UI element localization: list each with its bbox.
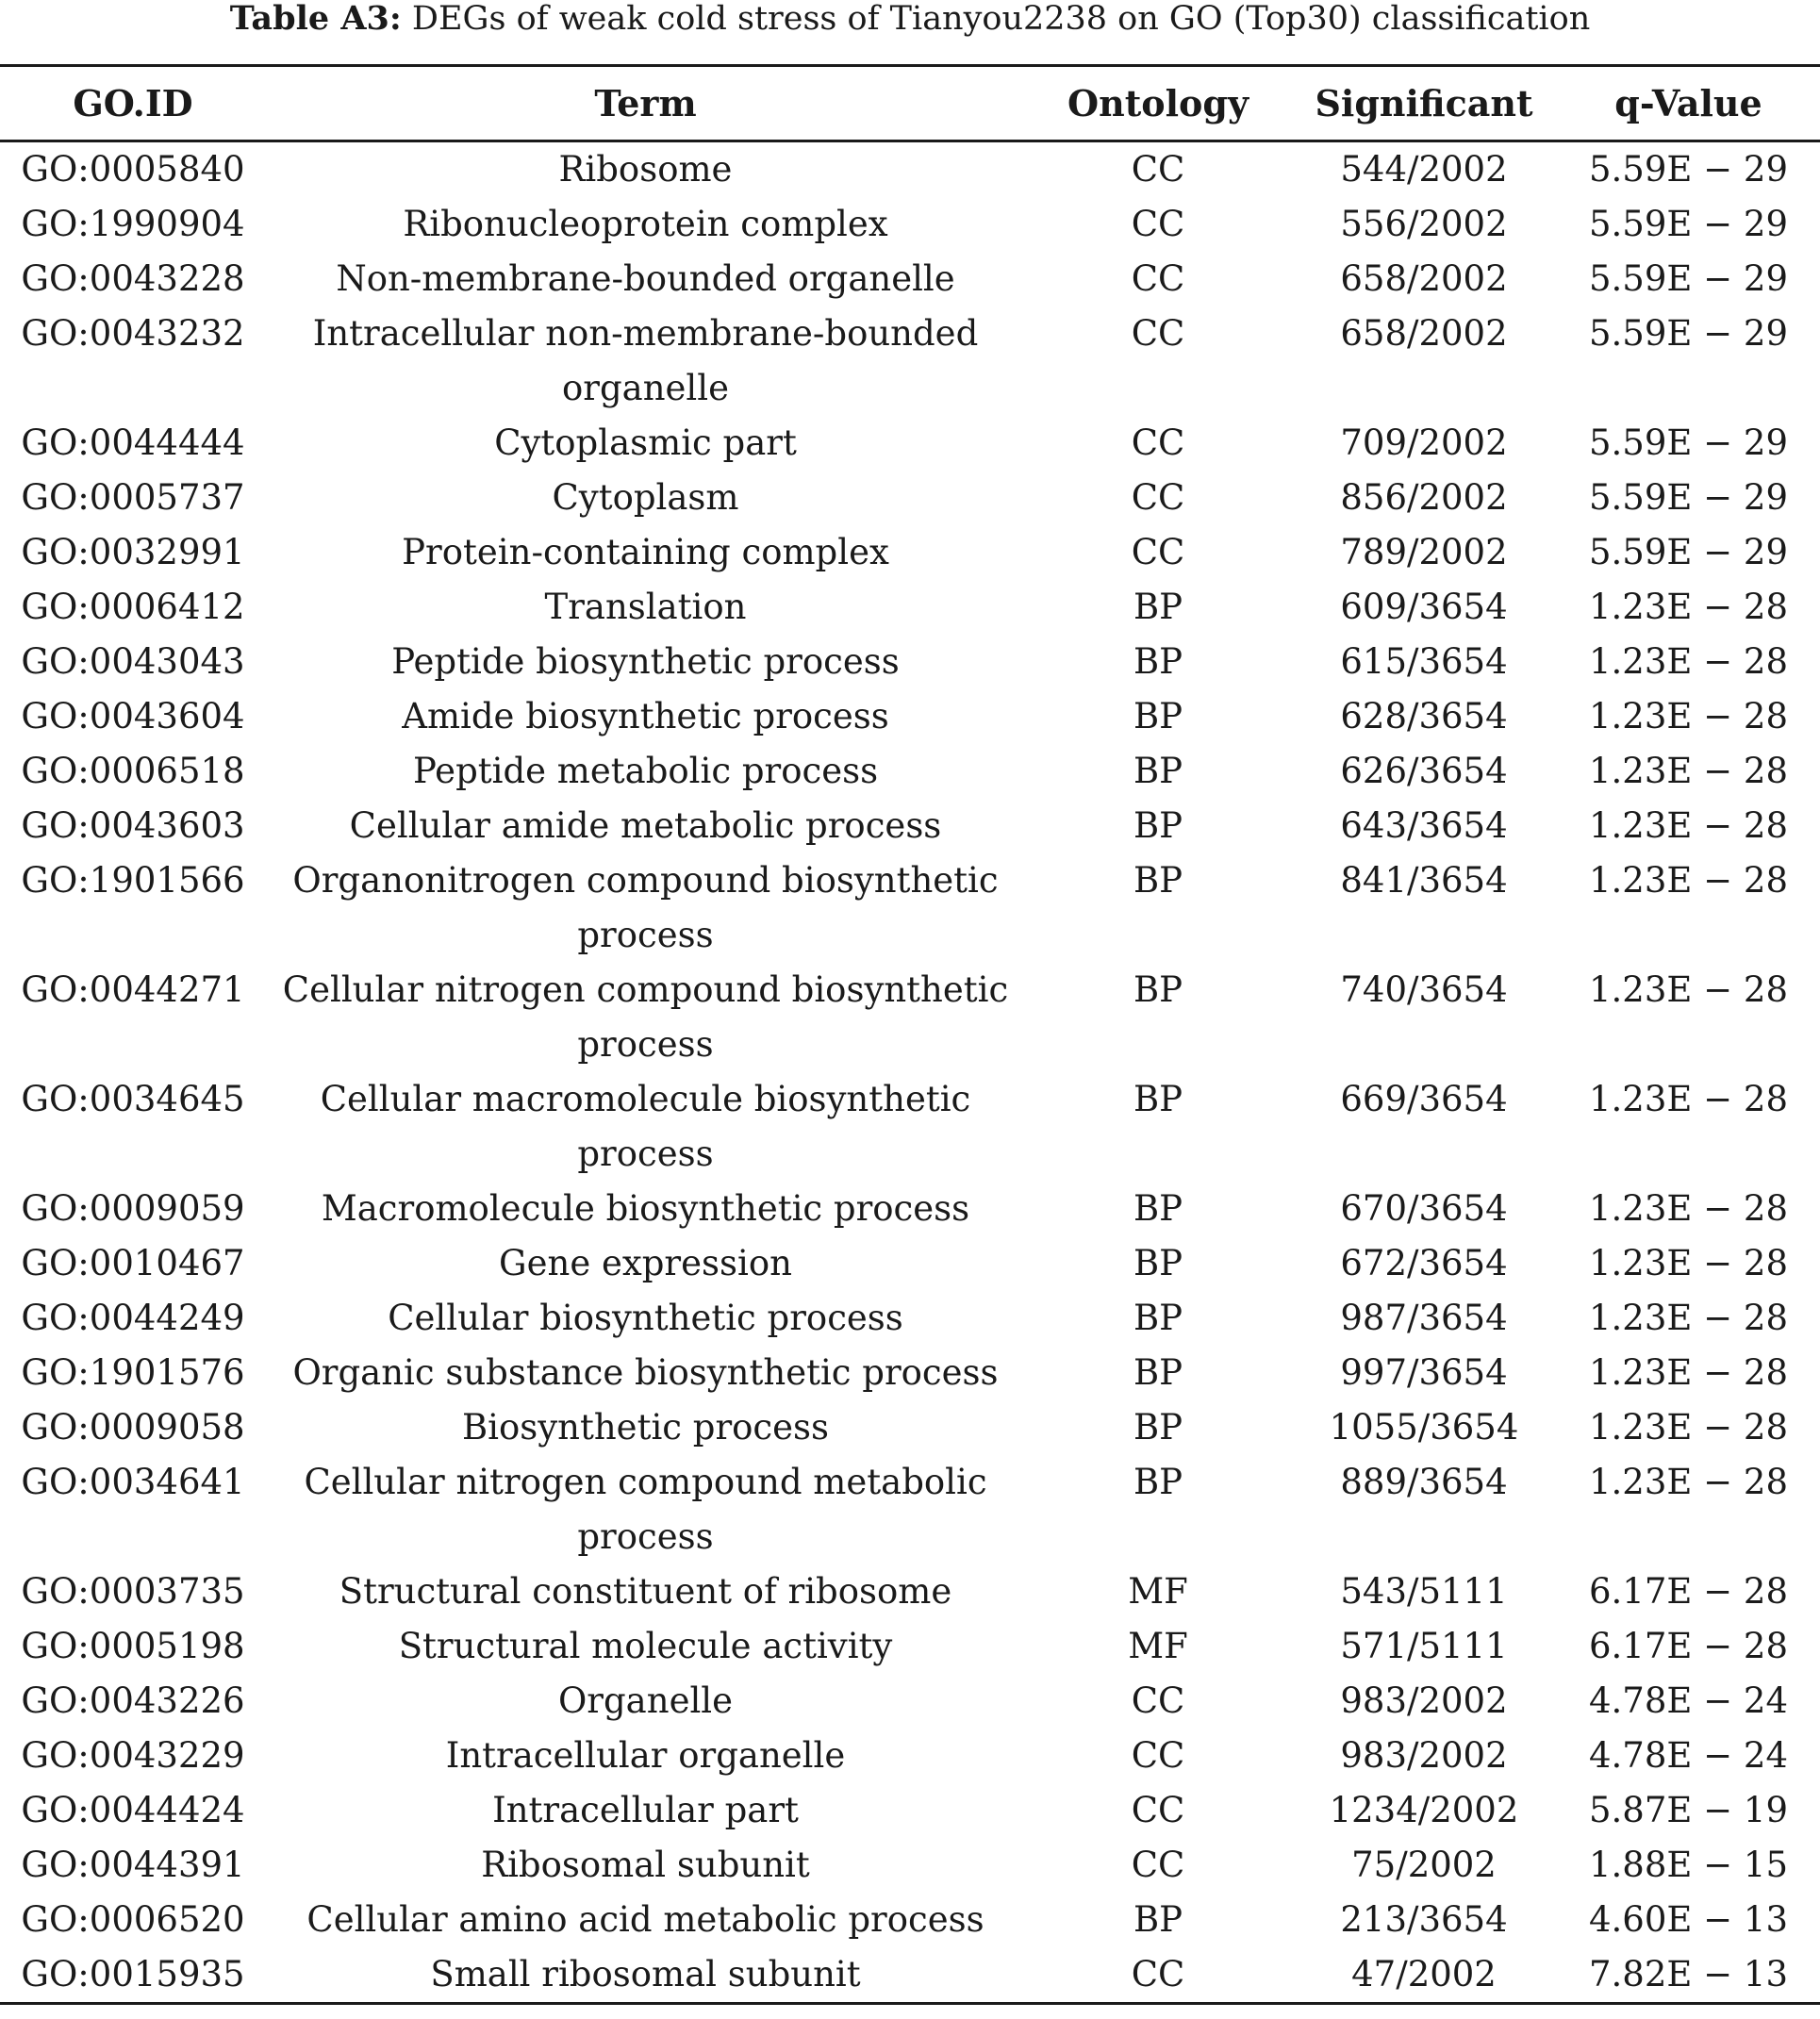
cell-go-id: GO:0044444 <box>21 422 245 463</box>
cell-go-id: GO:0005840 <box>21 149 245 190</box>
cell-q-value: 7.82E − 13 <box>1589 1954 1788 1994</box>
cell-significant: 789/2002 <box>1340 532 1508 572</box>
cell-term: Cellular nitrogen compound metabolic process <box>304 1462 987 1557</box>
cell-ontology: CC <box>1131 313 1185 354</box>
cell-significant: 658/2002 <box>1340 258 1508 299</box>
cell-ontology: CC <box>1131 532 1185 572</box>
cell-significant: 709/2002 <box>1340 422 1508 463</box>
table-caption-label: Table A3: <box>229 0 402 38</box>
cell-go-id: GO:0009058 <box>21 1407 245 1448</box>
cell-ontology: BP <box>1133 969 1183 1010</box>
cell-go-id: GO:0009059 <box>21 1188 245 1229</box>
table-row <box>0 799 1820 853</box>
cell-significant: 571/5111 <box>1340 1626 1508 1666</box>
cell-q-value: 6.17E − 28 <box>1589 1626 1788 1666</box>
cell-significant: 856/2002 <box>1340 477 1508 518</box>
cell-term: Cellular amide metabolic process <box>349 805 942 846</box>
cell-go-id: GO:0044391 <box>21 1845 245 1885</box>
cell-ontology: BP <box>1133 1298 1183 1338</box>
table-row <box>0 141 1820 198</box>
cell-ontology: BP <box>1133 1188 1183 1229</box>
table-header <box>0 66 1820 141</box>
table-body <box>0 141 1820 2004</box>
table-caption <box>0 0 1820 38</box>
cell-go-id: GO:0006520 <box>21 1899 245 1940</box>
cell-q-value: 5.59E − 29 <box>1589 258 1788 299</box>
cell-q-value: 1.23E − 28 <box>1589 1352 1788 1393</box>
cell-ontology: CC <box>1131 258 1185 299</box>
cell-significant: 615/3654 <box>1340 641 1508 682</box>
cell-q-value: 1.23E − 28 <box>1589 1079 1788 1119</box>
cell-ontology: BP <box>1133 860 1183 901</box>
cell-significant: 626/3654 <box>1340 751 1508 791</box>
cell-significant: 669/3654 <box>1340 1079 1508 1119</box>
cell-go-id: GO:0043603 <box>21 805 245 846</box>
table-row <box>0 963 1820 1072</box>
cell-q-value: 1.23E − 28 <box>1589 969 1788 1010</box>
cell-ontology: CC <box>1131 204 1185 244</box>
cell-significant: 47/2002 <box>1351 1954 1497 1994</box>
cell-go-id: GO:0010467 <box>21 1243 245 1283</box>
cell-term: Translation <box>544 587 747 627</box>
table-row <box>0 1729 1820 1783</box>
cell-significant: 841/3654 <box>1340 860 1508 901</box>
cell-significant: 987/3654 <box>1340 1298 1508 1338</box>
cell-term: Cellular amino acid metabolic process <box>306 1899 984 1940</box>
cell-term: Cellular biosynthetic process <box>388 1298 903 1338</box>
cell-q-value: 5.59E − 29 <box>1589 422 1788 463</box>
cell-significant: 609/3654 <box>1340 587 1508 627</box>
table-row <box>0 1564 1820 1619</box>
cell-go-id: GO:0003735 <box>21 1571 245 1612</box>
table-row <box>0 1947 1820 2004</box>
cell-term: Intracellular part <box>492 1790 799 1830</box>
table-row <box>0 1619 1820 1674</box>
cell-ontology: BP <box>1133 696 1183 736</box>
cell-ontology: BP <box>1133 1352 1183 1393</box>
cell-ontology: CC <box>1131 422 1185 463</box>
cell-significant: 213/3654 <box>1340 1899 1508 1940</box>
cell-go-id: GO:0043604 <box>21 696 245 736</box>
cell-go-id: GO:1990904 <box>21 204 245 244</box>
table-row <box>0 1455 1820 1564</box>
cell-significant: 670/3654 <box>1340 1188 1508 1229</box>
cell-q-value: 5.59E − 29 <box>1589 532 1788 572</box>
cell-ontology: CC <box>1131 477 1185 518</box>
cell-q-value: 1.23E − 28 <box>1589 1188 1788 1229</box>
cell-significant: 740/3654 <box>1340 969 1508 1010</box>
cell-term: Organelle <box>557 1680 734 1721</box>
cell-ontology: MF <box>1128 1626 1188 1666</box>
cell-go-id: GO:0043228 <box>21 258 245 299</box>
header-ontology: Ontology <box>1067 82 1249 124</box>
cell-go-id: GO:0044271 <box>21 969 245 1010</box>
cell-term: Intracellular non-membrane-bounded organelle <box>312 313 979 408</box>
header-significant: Significant <box>1315 82 1533 124</box>
cell-term: Gene expression <box>499 1243 792 1283</box>
cell-ontology: BP <box>1133 1462 1183 1502</box>
cell-q-value: 1.23E − 28 <box>1589 1243 1788 1283</box>
cell-significant: 1234/2002 <box>1329 1790 1519 1830</box>
cell-term: Structural molecule activity <box>398 1626 893 1666</box>
table-row <box>0 197 1820 252</box>
table-row <box>0 1893 1820 1947</box>
cell-go-id: GO:0043229 <box>21 1735 245 1776</box>
cell-q-value: 4.78E − 24 <box>1589 1680 1788 1721</box>
cell-go-id: GO:1901566 <box>21 860 245 901</box>
cell-go-id: GO:0044424 <box>21 1790 245 1830</box>
cell-go-id: GO:0006518 <box>21 751 245 791</box>
table-row <box>0 252 1820 306</box>
table-row <box>0 1783 1820 1838</box>
table-row <box>0 1838 1820 1893</box>
cell-ontology: MF <box>1128 1571 1188 1612</box>
table-caption-text: DEGs of weak cold stress of Tianyou2238 on GO (Top30) classification <box>411 0 1591 38</box>
cell-q-value: 1.23E − 28 <box>1589 860 1788 901</box>
cell-significant: 983/2002 <box>1340 1735 1508 1776</box>
cell-go-id: GO:0034641 <box>21 1462 245 1502</box>
header-q-value: q-Value <box>1614 82 1762 124</box>
cell-term: Cytoplasmic part <box>494 422 797 463</box>
cell-term: Cytoplasm <box>552 477 739 518</box>
cell-term: Intracellular organelle <box>445 1735 846 1776</box>
table-row <box>0 635 1820 689</box>
cell-term: Amide biosynthetic process <box>402 696 889 736</box>
cell-ontology: BP <box>1133 1243 1183 1283</box>
cell-q-value: 1.23E − 28 <box>1589 1407 1788 1448</box>
cell-ontology: BP <box>1133 1899 1183 1940</box>
table-row <box>0 1072 1820 1182</box>
cell-q-value: 1.23E − 28 <box>1589 587 1788 627</box>
cell-significant: 544/2002 <box>1340 149 1508 190</box>
go-classification-table <box>0 64 1820 2005</box>
cell-go-id: GO:1901576 <box>21 1352 245 1393</box>
cell-term: Ribosome <box>558 149 733 190</box>
cell-term: Ribonucleoprotein complex <box>403 204 888 244</box>
table-row <box>0 744 1820 799</box>
cell-go-id: GO:0005737 <box>21 477 245 518</box>
cell-go-id: GO:0043232 <box>21 313 245 354</box>
table-row <box>0 306 1820 416</box>
cell-significant: 983/2002 <box>1340 1680 1508 1721</box>
cell-term: Small ribosomal subunit <box>430 1954 861 1994</box>
cell-ontology: BP <box>1133 1407 1183 1448</box>
cell-significant: 643/3654 <box>1340 805 1508 846</box>
cell-q-value: 1.88E − 15 <box>1589 1845 1788 1885</box>
cell-go-id: GO:0034645 <box>21 1079 245 1119</box>
cell-term: Cellular macromolecule biosynthetic process <box>320 1079 971 1174</box>
cell-significant: 1055/3654 <box>1329 1407 1519 1448</box>
table-row <box>0 689 1820 744</box>
header-go-id: GO.ID <box>73 82 193 124</box>
table-row <box>0 853 1820 963</box>
cell-significant: 628/3654 <box>1340 696 1508 736</box>
cell-ontology: CC <box>1131 1845 1185 1885</box>
table-header-row <box>0 66 1820 141</box>
cell-q-value: 1.23E − 28 <box>1589 805 1788 846</box>
cell-go-id: GO:0006412 <box>21 587 245 627</box>
cell-go-id: GO:0043226 <box>21 1680 245 1721</box>
cell-significant: 75/2002 <box>1351 1845 1497 1885</box>
cell-ontology: CC <box>1131 1790 1185 1830</box>
table-row <box>0 1346 1820 1400</box>
table-row <box>0 580 1820 635</box>
cell-term: Non-membrane-bounded organelle <box>336 258 955 299</box>
cell-significant: 672/3654 <box>1340 1243 1508 1283</box>
cell-ontology: BP <box>1133 587 1183 627</box>
cell-term: Macromolecule biosynthetic process <box>321 1188 970 1229</box>
cell-ontology: BP <box>1133 805 1183 846</box>
cell-term: Peptide metabolic process <box>412 751 879 791</box>
cell-q-value: 5.59E − 29 <box>1589 149 1788 190</box>
cell-significant: 556/2002 <box>1340 204 1508 244</box>
cell-q-value: 1.23E − 28 <box>1589 751 1788 791</box>
cell-significant: 543/5111 <box>1340 1571 1508 1612</box>
cell-q-value: 1.23E − 28 <box>1589 1298 1788 1338</box>
cell-term: Protein-containing complex <box>402 532 889 572</box>
cell-term: Biosynthetic process <box>461 1407 830 1448</box>
cell-q-value: 5.59E − 29 <box>1589 477 1788 518</box>
table-row <box>0 525 1820 580</box>
cell-ontology: CC <box>1131 149 1185 190</box>
cell-term: Organonitrogen compound biosynthetic process <box>292 860 999 955</box>
cell-q-value: 4.78E − 24 <box>1589 1735 1788 1776</box>
cell-ontology: CC <box>1131 1735 1185 1776</box>
cell-go-id: GO:0044249 <box>21 1298 245 1338</box>
cell-ontology: CC <box>1131 1954 1185 1994</box>
cell-q-value: 1.23E − 28 <box>1589 1462 1788 1502</box>
cell-q-value: 5.59E − 29 <box>1589 313 1788 354</box>
cell-significant: 889/3654 <box>1340 1462 1508 1502</box>
cell-ontology: CC <box>1131 1680 1185 1721</box>
table-row <box>0 1674 1820 1729</box>
cell-go-id: GO:0032991 <box>21 532 245 572</box>
cell-term: Peptide biosynthetic process <box>391 641 900 682</box>
cell-term: Cellular nitrogen compound biosynthetic process <box>282 969 1009 1065</box>
cell-significant: 658/2002 <box>1340 313 1508 354</box>
table-row <box>0 1400 1820 1455</box>
cell-go-id: GO:0015935 <box>21 1954 245 1994</box>
table-row <box>0 416 1820 471</box>
cell-term: Organic substance biosynthetic process <box>292 1352 999 1393</box>
cell-ontology: BP <box>1133 751 1183 791</box>
cell-q-value: 1.23E − 28 <box>1589 641 1788 682</box>
table-row <box>0 1291 1820 1346</box>
cell-term: Ribosomal subunit <box>481 1845 810 1885</box>
cell-ontology: BP <box>1133 1079 1183 1119</box>
table-row <box>0 1236 1820 1291</box>
cell-go-id: GO:0005198 <box>21 1626 245 1666</box>
table-row <box>0 1182 1820 1236</box>
header-term: Term <box>594 82 697 124</box>
table-row <box>0 471 1820 525</box>
cell-q-value: 4.60E − 13 <box>1589 1899 1788 1940</box>
cell-term: Structural constituent of ribosome <box>339 1571 952 1612</box>
cell-go-id: GO:0043043 <box>21 641 245 682</box>
cell-significant: 997/3654 <box>1340 1352 1508 1393</box>
cell-q-value: 5.87E − 19 <box>1589 1790 1788 1830</box>
cell-q-value: 5.59E − 29 <box>1589 204 1788 244</box>
cell-q-value: 6.17E − 28 <box>1589 1571 1788 1612</box>
cell-q-value: 1.23E − 28 <box>1589 696 1788 736</box>
cell-ontology: BP <box>1133 641 1183 682</box>
